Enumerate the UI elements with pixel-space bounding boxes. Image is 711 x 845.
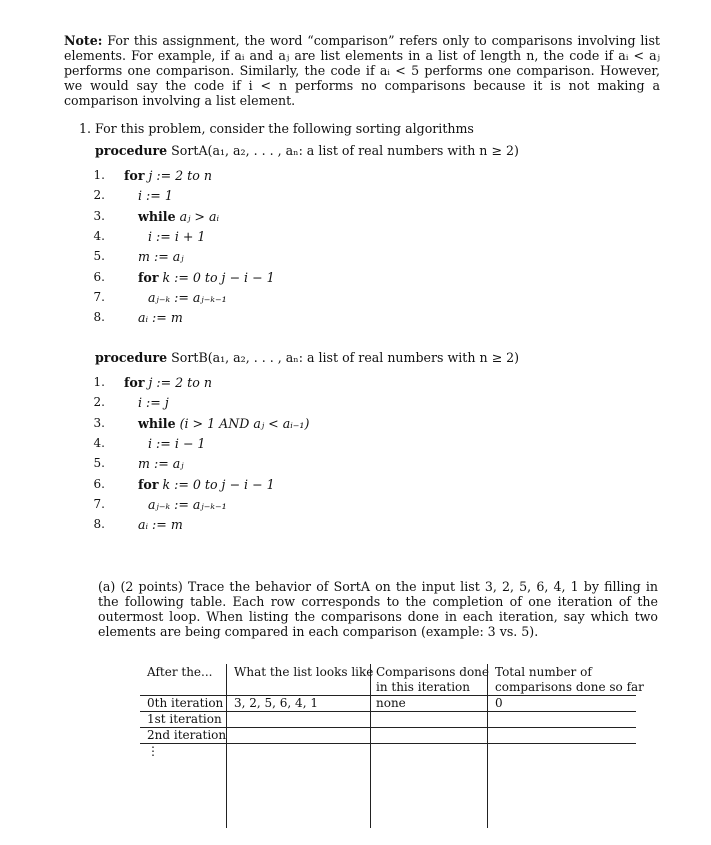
assignment-note xyxy=(64,33,660,108)
sorta-code-line xyxy=(138,310,183,325)
sorta-line-number: 1. xyxy=(93,168,105,182)
sorta-line-number: 7. xyxy=(93,289,105,304)
sorta-code-text: k := 0 to j − i − 1 xyxy=(158,269,275,285)
sorta-code-text: aᵢ := m xyxy=(138,310,183,326)
sorta-line-number: 5. xyxy=(93,249,105,264)
table-cell: 0th iteration xyxy=(147,696,224,710)
sorta-header xyxy=(95,143,519,158)
sorta-keyword: procedure xyxy=(95,143,168,158)
sorta-line-number: 6. xyxy=(93,269,105,284)
sorta-code-line xyxy=(138,249,184,264)
sortb-code-line xyxy=(138,517,183,532)
sortb-signature: SortB(a₁, a₂, . . . , aₙ: a list of real numbers with n ≥ 2) xyxy=(171,350,520,365)
problem-1-intro: 1. For this problem, consider the following sorting algorithms xyxy=(79,121,474,136)
table-column-divider xyxy=(226,664,227,828)
sortb-code-text: i := i − 1 xyxy=(148,435,206,451)
sortb-keyword: procedure xyxy=(95,350,168,365)
sorta-code-line xyxy=(148,229,205,244)
table-cell: none xyxy=(376,696,406,710)
sorta-code-text: j := 2 to n xyxy=(144,168,212,183)
note-text: For this assignment, the word “comparison” refers only to comparisons involving list elements. For example, if aᵢ and aⱼ are list elements in a list of length n, the code if aᵢ < aⱼ performs one comparison. Similarly, the code if aᵢ < 5 performs one comparison. However, we would say the code if i < n performs no comparisons because it is not making a comparison involving a list element. xyxy=(64,33,660,108)
table-header-cell: What the list looks like xyxy=(234,665,374,679)
sorta-line-number: 8. xyxy=(93,310,105,325)
sortb-code-line xyxy=(138,477,275,492)
sorta-code-text: m := aⱼ xyxy=(138,249,184,265)
sortb-line-number: 1. xyxy=(93,375,105,389)
sorta-code-text: i := 1 xyxy=(138,188,173,204)
sortb-code-line xyxy=(138,416,309,431)
sortb-line-number: 5. xyxy=(93,456,105,471)
sorta-code-line xyxy=(148,290,227,305)
sortb-code-text: (i > 1 AND aⱼ < aᵢ₋₁) xyxy=(175,415,310,431)
sorta-line-number: 4. xyxy=(93,228,105,243)
sortb-code-text: m := aⱼ xyxy=(138,456,184,472)
sortb-code-keyword: for xyxy=(124,375,145,390)
sortb-code-line xyxy=(138,456,184,471)
sortb-code-line xyxy=(148,436,205,451)
sortb-code-text: i := j xyxy=(138,395,169,411)
table-column-divider xyxy=(370,664,371,828)
table-cell: 0 xyxy=(495,696,503,710)
sortb-line-number: 6. xyxy=(93,476,105,491)
sorta-code-line xyxy=(138,270,275,285)
table-header-cell: Comparisons done xyxy=(376,665,490,679)
sorta-line-number: 3. xyxy=(93,208,105,223)
table-cell: 3, 2, 5, 6, 4, 1 xyxy=(234,696,318,710)
sortb-code-line xyxy=(124,375,212,390)
table-column-divider xyxy=(487,664,488,828)
note-lead: Note: xyxy=(64,33,103,48)
sortb-code-text: j := 2 to n xyxy=(144,375,212,390)
table-header-cell: Total number of xyxy=(495,665,592,679)
sortb-line-number: 2. xyxy=(93,395,105,410)
sorta-code-line xyxy=(124,168,212,183)
sortb-code-text: aᵢ := m xyxy=(138,517,183,533)
part-a-text: (a) (2 points) Trace the behavior of SortA on the input list 3, 2, 5, 6, 4, 1 by filling in the following table. Each row corresponds to the completion of one iteration of the outermost loop. When listing the comparisons done in each iteration, say which two elements are being compared in each comparison (example: 3 vs. 5). xyxy=(98,579,658,639)
sorta-code-text: aⱼ > aᵢ xyxy=(175,208,220,224)
sorta-code-text: aⱼ₋ₖ := aⱼ₋ₖ₋₁ xyxy=(148,289,227,305)
sortb-header xyxy=(95,350,519,365)
sorta-code-keyword: for xyxy=(124,168,145,183)
table-header-cell: in this iteration xyxy=(376,680,471,694)
table-header-cell: comparisons done so far xyxy=(495,680,644,694)
sorta-signature: SortA(a₁, a₂, . . . , aₙ: a list of real numbers with n ≥ 2) xyxy=(171,143,519,158)
sorta-code-text: i := i + 1 xyxy=(148,228,206,244)
sortb-line-number: 4. xyxy=(93,435,105,450)
table-cell: ⋮ xyxy=(147,744,159,758)
sortb-line-number: 3. xyxy=(93,415,105,430)
sortb-code-line xyxy=(148,497,227,512)
sortb-code-text: aⱼ₋ₖ := aⱼ₋ₖ₋₁ xyxy=(148,496,227,512)
sortb-code-line xyxy=(138,395,169,410)
table-cell: 1st iteration xyxy=(147,712,222,726)
sortb-code-keyword: while xyxy=(138,415,176,431)
sorta-line-number: 2. xyxy=(93,188,105,203)
table-header-cell: After the... xyxy=(147,665,213,679)
sorta-code-line xyxy=(138,188,173,203)
sorta-code-keyword: while xyxy=(138,208,176,224)
sortb-code-text: k := 0 to j − i − 1 xyxy=(158,476,275,492)
sorta-code-keyword: for xyxy=(138,269,159,285)
table-row-divider xyxy=(140,743,636,744)
sortb-line-number: 7. xyxy=(93,496,105,511)
sortb-line-number: 8. xyxy=(93,517,105,532)
sorta-code-line xyxy=(138,209,219,224)
table-cell: 2nd iteration xyxy=(147,728,227,742)
sortb-code-keyword: for xyxy=(138,476,159,492)
